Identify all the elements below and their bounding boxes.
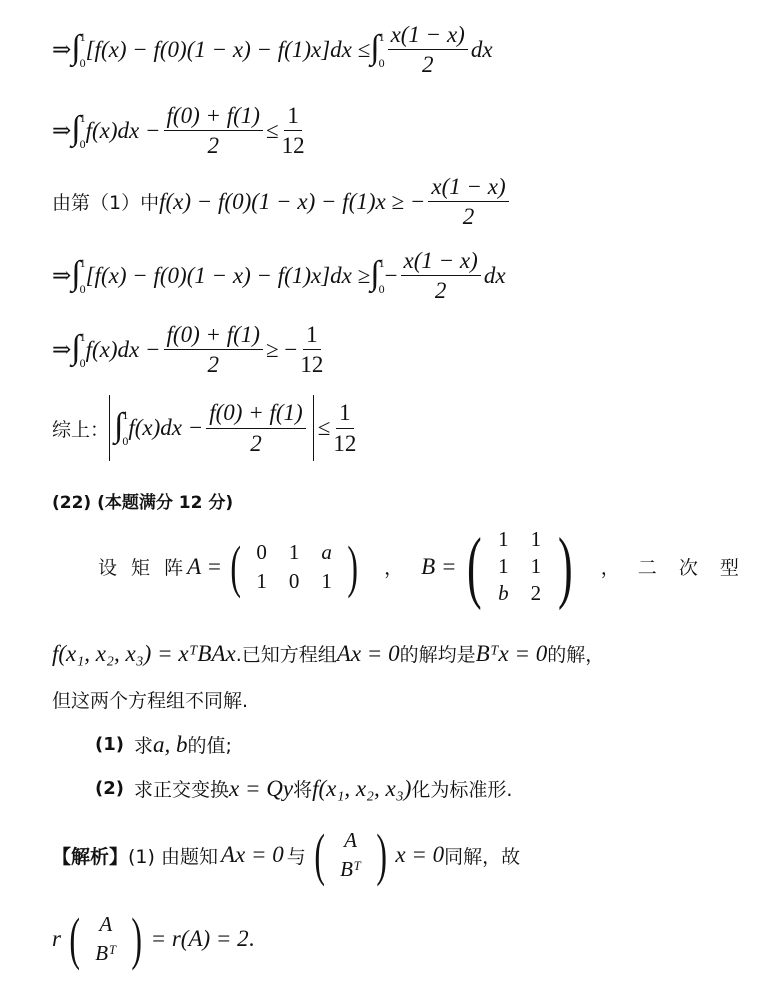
text: (1) 由题知 — [128, 845, 218, 868]
fraction: $\frac{x(1 - x)}{2}$ — [388, 22, 468, 78]
intro-left: 设 矩 阵 — [98, 557, 188, 579]
inequality: f(x) − f(0)(1 − x) − f(1)x ≥ − — [159, 188, 426, 214]
fraction: $\frac{f(0) + f(1)}{2}$ — [164, 322, 263, 378]
problem-matrices-line — [98, 522, 747, 611]
period: . — [248, 926, 255, 951]
integrand: f(x)dx − — [85, 117, 161, 143]
quadratic-form: f(x₁, x₂, x₃) — [312, 775, 412, 801]
integrand: [f(x) − f(0)(1 − x) − f(1)x]dx ≤ — [85, 36, 371, 62]
integrand: f(x)dx − — [85, 336, 161, 362]
text: 求正交变换 — [133, 779, 229, 801]
stacked-matrix: ( A Bᵀ ) — [69, 906, 143, 971]
implies-symbol: ⇒ — [52, 262, 72, 288]
fraction: $\frac{f(0) + f(1)}{2}$ — [206, 400, 305, 456]
equation: Ax = 0 — [220, 842, 284, 867]
problem-line-2 — [52, 640, 736, 667]
matrix-b: ( 1 1 1 1 b 2 ) — [466, 522, 573, 611]
equation-line-1 — [52, 22, 736, 78]
equation: x = 0 — [395, 842, 445, 867]
integral-sign: ∫ 1 0 — [114, 407, 129, 448]
fraction: $\frac{1}{12}$ — [333, 400, 357, 456]
equation-line-6 — [52, 395, 736, 461]
rank-equation: = r(A) = 2 — [150, 926, 249, 951]
text: 的解， — [547, 644, 605, 666]
stacked-matrix: ( A Bᵀ ) — [314, 822, 388, 887]
equation-line-3 — [52, 174, 736, 230]
question-1 — [95, 731, 779, 758]
comma: ， — [384, 557, 404, 579]
implies-symbol: ⇒ — [52, 117, 72, 143]
text: 同解，故 — [444, 845, 521, 868]
integral-sign: ∫ 1 0 — [71, 328, 86, 370]
text: 的解均是 — [399, 644, 476, 666]
variables: a, b — [153, 731, 188, 757]
line-prefix: 综上： — [52, 418, 110, 441]
text: 与 — [286, 845, 306, 868]
implies-symbol: ⇒ — [52, 36, 72, 62]
comma: ， — [600, 557, 620, 579]
implies-symbol: ⇒ — [52, 336, 72, 362]
text: 将 — [293, 779, 313, 801]
relation: ≤ — [265, 117, 279, 143]
relation: ≤ — [317, 415, 331, 440]
integral-sign: ∫ 1 0 — [370, 254, 385, 296]
matrix-a-label: A = — [187, 553, 222, 579]
equation: Bᵀx = 0 — [475, 640, 548, 666]
text: 的值; — [187, 735, 232, 757]
matrix-a: ( 0 1 a 1 0 1 ) — [230, 533, 358, 599]
equation-line-5 — [52, 322, 736, 378]
solution-line-2 — [52, 906, 736, 971]
problem-line-3: 但这两个方程组不同解. — [52, 690, 249, 712]
integral-sign: ∫ 1 0 — [71, 109, 86, 151]
differential: dx — [470, 36, 493, 62]
minus-sign: − — [384, 262, 398, 288]
integral-sign: ∫ 1 0 — [71, 28, 86, 70]
text: .已知方程组 — [235, 644, 337, 666]
fraction: $\frac{x(1 - x)}{2}$ — [401, 248, 481, 304]
absolute-value — [109, 395, 314, 461]
differential: dx — [483, 262, 506, 288]
integral-sign: ∫ 1 0 — [370, 28, 385, 70]
integrand: [f(x) − f(0)(1 − x) − f(1)x]dx ≥ — [85, 262, 371, 288]
equation: x = Qy — [229, 775, 294, 801]
quadratic-form: f(x₁, x₂, x₃) = xᵀBAx — [52, 640, 236, 666]
solution-label: 【解析】 — [52, 845, 129, 868]
question-number: (1) — [95, 734, 124, 755]
equation-line-2 — [52, 103, 736, 159]
equation: Ax = 0 — [336, 640, 400, 666]
integrand: f(x)dx − — [128, 415, 204, 440]
question-2 — [95, 775, 779, 802]
rank-symbol: r — [52, 926, 61, 951]
equation-line-4 — [52, 248, 736, 304]
line-prefix: 由第（1）中 — [52, 192, 160, 215]
relation: ≥ − — [265, 336, 298, 362]
text: 求 — [133, 735, 153, 757]
solution-line-1 — [52, 822, 736, 887]
question-number: (2) — [95, 778, 124, 799]
fraction: $\frac{1}{12}$ — [281, 103, 305, 159]
text: 化为标准形. — [411, 779, 513, 801]
problem-heading: (22) (本题满分 12 分) — [52, 493, 234, 513]
matrix-b-label: B = — [421, 553, 457, 579]
intro-right: 二 次 型 — [637, 557, 747, 579]
fraction: $\frac{x(1 - x)}{2}$ — [428, 174, 508, 230]
fraction: $\frac{f(0) + f(1)}{2}$ — [164, 103, 263, 159]
integral-sign: ∫ 1 0 — [71, 254, 86, 296]
fraction: $\frac{1}{12}$ — [300, 322, 324, 378]
